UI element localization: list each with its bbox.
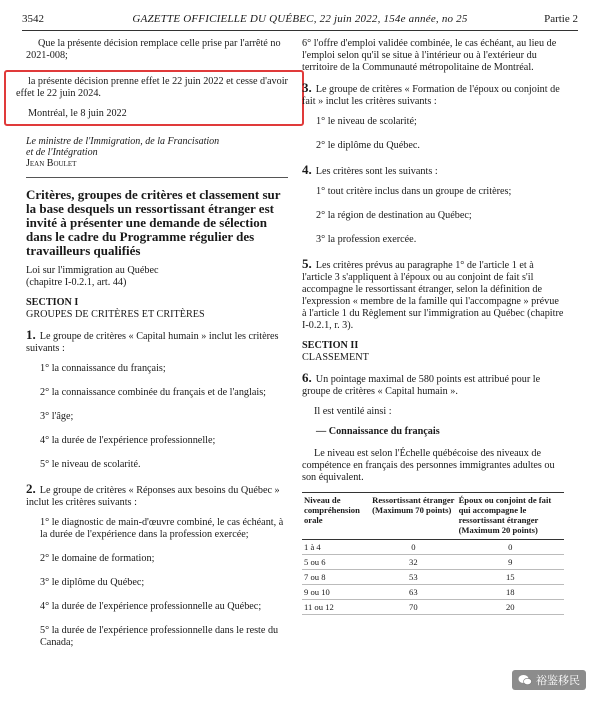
table-cell: 0 [370,540,456,555]
table-row [302,540,564,555]
table-cell: 20 [457,600,564,615]
list-item: 4° la durée de l'expérience professionnelle au Québec; [40,601,262,612]
article-1-text: Le groupe de critères « Capital humain » inclut les critères suivants : [26,331,279,354]
article-6-text: Un pointage maximal de 580 points est attribué pour le groupe de critères « Capital humain ». [302,374,541,397]
level-description: Le niveau est selon l'Échelle québécoise des niveaux de compétence en français des personnes immigrantes adultes ou son équivalent. [302,448,555,483]
table-cell: 15 [457,570,564,585]
section-divider [26,177,288,178]
list-item: 5° la durée de l'expérience professionnelle dans le reste du Canada; [40,625,279,648]
article-4-number: 4. [302,162,312,177]
page-number: 3542 [22,13,44,25]
minister-name: Jean Boulet [26,158,77,169]
left-column [16,38,288,661]
table-header-cell: Ressortissant étranger (Maximum 70 points) [370,493,456,540]
table-row [302,570,564,585]
list-item: 1° le niveau de scolarité; [316,116,417,127]
section-1-title: SECTION I [26,297,79,308]
page-header [22,13,578,27]
highlighted-effective-date-box [4,70,304,126]
article-3 [302,82,564,108]
right-column [302,38,564,615]
document-heading: Critères, groupes de critères et classement sur la base desquels un ressortissant étranger est invité à présenter une demande de sélection dans le cadre du Programme régulier des travailleurs qualifiés [26,187,281,258]
decision-replace-paragraph: Que la présente décision remplace celle prise par l'arrêté no 2021-008; [26,38,281,61]
article-3-number: 3. [302,80,312,95]
list-item: 2° le diplôme du Québec. [316,140,420,151]
list-item: 2° la connaissance combinée du français et de l'anglais; [40,387,266,398]
effective-date-paragraph: la présente décision prenne effet le 22 juin 2022 et cesse d'avoir effet le 22 juin 2024. [16,76,288,99]
points-table [302,492,564,615]
table-header-row [302,493,564,540]
gazette-title: GAZETTE OFFICIELLE DU QUÉBEC, 22 juin 2022, 154e année, no 25 [132,13,468,25]
article-5-text: Les critères prévus au paragraphe 1° de l'article 1 et à l'article 3 s'appliquent à l'époux ou au conjoint de fait s'il accompagne le ressortissant étranger, selon la définition de l'expression « membre de la famille qui l'accompagne » prévue à l'article 1 du Règlement sur l'immigration au Québec (chapitre I-0.2.1, r. 3). [302,260,564,331]
watermark-text: 裕鉴移民 [536,674,580,687]
table-cell: 70 [370,600,456,615]
watermark [512,670,586,690]
article-4-text: Les critères sont les suivants : [315,166,438,177]
law-chapter: (chapitre I-0.2.1, art. 44) [26,277,127,288]
list-item: 3° la profession exercée. [316,234,417,245]
table-cell: 32 [370,555,456,570]
article-4 [302,164,564,178]
table-cell: 53 [370,570,456,585]
list-item: 5° le niveau de scolarité. [40,459,141,470]
table-cell: 7 ou 8 [302,570,370,585]
table-row [302,600,564,615]
table-cell: 9 ou 10 [302,585,370,600]
table-cell: 9 [457,555,564,570]
article-2 [26,483,288,509]
table-cell: 11 ou 12 [302,600,370,615]
table-row [302,555,564,570]
article-3-text: Le groupe de critères « Formation de l'époux ou conjoint de fait » inclut les critères suivants : [302,84,560,107]
list-item: 2° le domaine de formation; [40,553,155,564]
section-2-subtitle: CLASSEMENT [302,352,369,363]
subheading-french-knowledge: — Connaissance du français [316,426,440,437]
table-cell: 63 [370,585,456,600]
list-item: 3° l'âge; [40,411,74,422]
law-name: Loi sur l'immigration au Québec [26,265,159,276]
table-row [302,585,564,600]
list-item: 3° le diplôme du Québec; [40,577,145,588]
article-1-number: 1. [26,327,36,342]
article-6-number: 6. [302,370,312,385]
article-2-text: Le groupe de critères « Réponses aux besoins du Québec » inclut les critères suivants : [26,485,280,508]
list-item: 1° tout critère inclus dans un groupe de critères; [316,186,512,197]
list-item: 2° la région de destination au Québec; [316,210,472,221]
minister-title-line2: et de l'Intégration [26,147,98,158]
table-header-cell: Époux ou conjoint de fait qui accompagne le ressortissant étranger (Maximum 20 points) [457,493,564,540]
article-1 [26,329,288,355]
section-1-subtitle: GROUPES DE CRITÈRES ET CRITÈRES [26,309,205,320]
article-2-number: 2. [26,481,36,496]
signature-block [26,136,288,169]
section-2-title: SECTION II [302,340,359,351]
list-item: 4° la durée de l'expérience professionnelle; [40,435,216,446]
place-date: Montréal, le 8 juin 2022 [28,108,127,119]
list-item: 1° la connaissance du français; [40,363,166,374]
minister-title-line1: Le ministre de l'Immigration, de la Francisation [26,136,220,147]
table-cell: 5 ou 6 [302,555,370,570]
table-cell: 18 [457,585,564,600]
article-6 [302,372,564,398]
table-cell: 0 [457,540,564,555]
article-5 [302,258,564,332]
list-item: 6° l'offre d'emploi validée combinée, le cas échéant, au lieu de l'emploi selon qu'il se situe à l'intérieur ou à l'extérieur du territoire de la Communauté métropolitaine de Montréal. [302,38,557,73]
table-cell: 1 à 4 [302,540,370,555]
section-2-heading [302,340,564,364]
header-rule [22,30,578,31]
table-header-cell: Niveau de compréhension orale [302,493,370,540]
section-1-heading [26,297,288,321]
part-label: Partie 2 [544,13,578,25]
wechat-icon [518,674,532,686]
article-5-number: 5. [302,256,312,271]
list-item: 1° le diagnostic de main-d'œuvre combiné, le cas échéant, à la durée de l'expérience dans la profession exercée; [40,517,284,540]
law-reference [26,265,288,289]
breakdown-intro: Il est ventilé ainsi : [314,406,392,417]
